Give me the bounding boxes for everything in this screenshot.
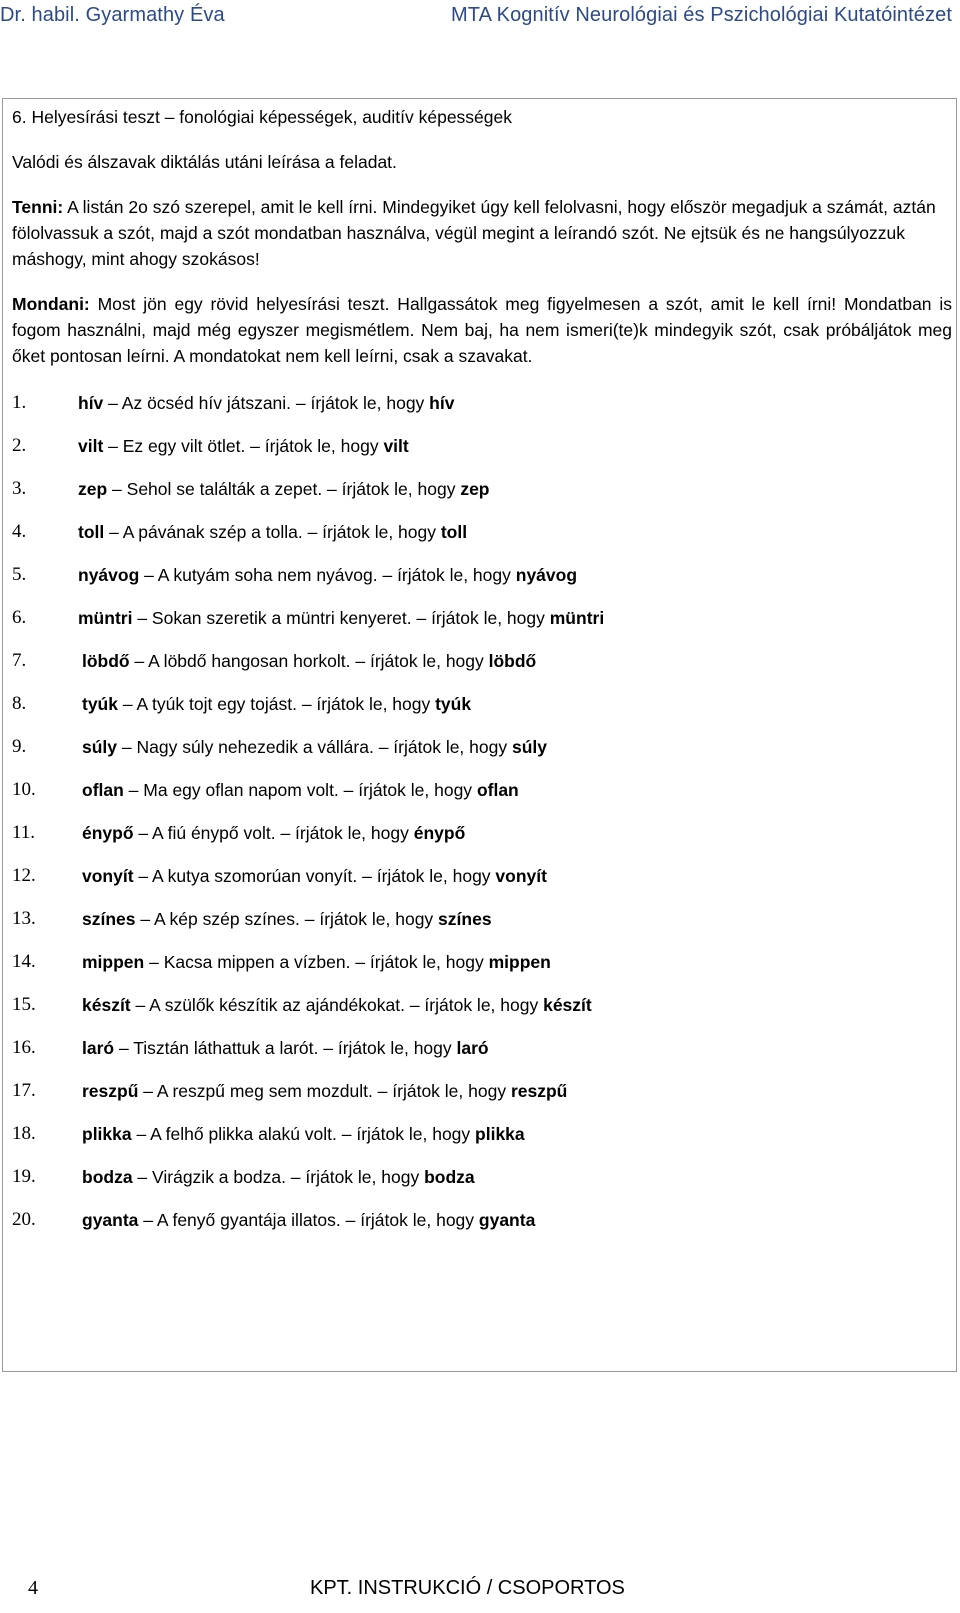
section-intro: Valódi és álszavak diktálás utáni leírása a feladat. xyxy=(12,152,397,172)
item-number: 6. xyxy=(12,607,27,628)
item-sentence: – Kacsa mippen a vízben. – írjátok le, hogy xyxy=(144,952,489,972)
item-number: 2. xyxy=(12,435,27,456)
item-repeat-word: zep xyxy=(460,479,490,499)
item-number: 7. xyxy=(12,650,27,671)
word-list xyxy=(12,390,952,1250)
item-entry xyxy=(78,605,604,631)
item-entry xyxy=(82,1078,567,1104)
list-item xyxy=(12,519,952,562)
item-entry xyxy=(78,562,577,588)
tenni-text: A listán 2o szó szerepel, amit le kell írni. Mindegyiket úgy kell felolvasni, hogy először megadjuk a számát, aztán fölolvassuk a szót, majd a szót mondatban használva, végül megint a leírandó szót. Ne ejtsük és ne hangsúlyozzuk máshogy, mint ahogy szokásos! xyxy=(12,197,936,269)
item-word: gyanta xyxy=(82,1210,139,1230)
item-repeat-word: vilt xyxy=(383,436,409,456)
item-repeat-word: vonyít xyxy=(495,866,547,886)
list-item xyxy=(12,1121,952,1164)
mondani-label: Mondani: xyxy=(12,294,90,314)
item-number: 11. xyxy=(12,822,36,843)
item-sentence: – A felhő plikka alakú volt. – írjátok le, hogy xyxy=(131,1124,476,1144)
item-entry xyxy=(78,433,409,459)
item-sentence: – A kutya szomorúan vonyít. – írjátok le, hogy xyxy=(133,866,496,886)
item-repeat-word: készít xyxy=(543,995,592,1015)
item-sentence: – Ma egy oflan napom volt. – írjátok le, hogy xyxy=(123,780,477,800)
list-item xyxy=(12,1078,952,1121)
item-repeat-word: mippen xyxy=(488,952,551,972)
list-item xyxy=(12,1207,952,1250)
item-sentence: – A löbdő hangosan horkolt. – írjátok le, hogy xyxy=(129,651,489,671)
mondani-text: Most jön egy rövid helyesírási teszt. Hallgassátok meg figyelmesen a szót, amit le kell írni! Mondatban is fogom használni, majd még egyszer megismétlem. Nem baj, ha nem ismeri(te)k mindegyik szót, csak próbáljátok meg őket pontosan leírni. A mondatokat nem kell leírni, csak a szavakat. xyxy=(12,294,952,366)
item-sentence: – Sehol se találták a zepet. – írjátok le, hogy xyxy=(107,479,461,499)
item-entry xyxy=(82,992,592,1018)
item-word: súly xyxy=(82,737,118,757)
item-number: 18. xyxy=(12,1123,36,1144)
item-entry xyxy=(82,1207,535,1233)
list-item xyxy=(12,390,952,433)
item-repeat-word: színes xyxy=(438,909,492,929)
item-entry xyxy=(82,777,519,803)
item-repeat-word: müntri xyxy=(549,608,605,628)
item-word: bodza xyxy=(82,1167,133,1187)
item-sentence: – A szülők készítik az ajándékokat. – írjátok le, hogy xyxy=(130,995,544,1015)
item-repeat-word: súly xyxy=(511,737,548,757)
item-entry xyxy=(82,863,547,889)
item-word: tyúk xyxy=(82,694,118,714)
item-sentence: – A kép szép színes. – írjátok le, hogy xyxy=(135,909,439,929)
page-number: 4 xyxy=(28,1577,38,1599)
item-number: 3. xyxy=(12,478,27,499)
item-entry xyxy=(82,691,471,717)
item-word: mippen xyxy=(82,952,145,972)
mondani-paragraph xyxy=(12,291,952,369)
item-word: énypő xyxy=(82,823,134,843)
item-repeat-word: reszpű xyxy=(510,1081,568,1101)
item-repeat-word: oflan xyxy=(476,780,519,800)
item-repeat-word: tyúk xyxy=(435,694,472,714)
item-repeat-word: énypő xyxy=(413,823,466,843)
item-number: 15. xyxy=(12,994,36,1015)
item-sentence: – Sokan szeretik a müntri kenyeret. – írjátok le, hogy xyxy=(132,608,550,628)
item-repeat-word: toll xyxy=(440,522,468,542)
item-word: vilt xyxy=(78,436,104,456)
tenni-paragraph xyxy=(12,194,952,272)
item-word: készít xyxy=(82,995,131,1015)
item-number: 10. xyxy=(12,779,36,800)
item-number: 19. xyxy=(12,1166,36,1187)
item-number: 4. xyxy=(12,521,27,542)
list-item xyxy=(12,1035,952,1078)
item-word: nyávog xyxy=(78,565,140,585)
item-repeat-word: laró xyxy=(456,1038,489,1058)
item-sentence: – A fiú énypő volt. – írjátok le, hogy xyxy=(133,823,414,843)
item-word: laró xyxy=(82,1038,115,1058)
list-item xyxy=(12,734,952,777)
item-entry xyxy=(78,390,454,416)
item-sentence: – A pávának szép a tolla. – írjátok le, hogy xyxy=(104,522,441,542)
item-sentence: – A tyúk tojt egy tojást. – írjátok le, hogy xyxy=(117,694,436,714)
header-institute: MTA Kognitív Neurológiai és Pszichológiai Kutatóintézet xyxy=(451,4,952,26)
item-number: 20. xyxy=(12,1209,36,1230)
list-item xyxy=(12,562,952,605)
item-word: zep xyxy=(78,479,108,499)
item-number: 17. xyxy=(12,1080,36,1101)
item-sentence: – A kutyám soha nem nyávog. – írjátok le, hogy xyxy=(139,565,516,585)
document-label: KPT. INSTRUKCIÓ / CSOPORTOS xyxy=(310,1577,625,1599)
item-repeat-word: gyanta xyxy=(478,1210,536,1230)
item-word: löbdő xyxy=(82,651,130,671)
item-number: 16. xyxy=(12,1037,36,1058)
item-entry xyxy=(82,1035,489,1061)
item-repeat-word: löbdő xyxy=(488,651,537,671)
item-entry xyxy=(82,906,492,932)
list-item xyxy=(12,820,952,863)
list-item xyxy=(12,691,952,734)
item-sentence: – A reszpű meg sem mozdult. – írjátok le, hogy xyxy=(138,1081,511,1101)
item-word: színes xyxy=(82,909,136,929)
item-word: oflan xyxy=(82,780,124,800)
item-entry xyxy=(78,519,467,545)
list-item xyxy=(12,605,952,648)
item-number: 1. xyxy=(12,392,27,413)
item-word: reszpű xyxy=(82,1081,139,1101)
item-sentence: – Tisztán láthattuk a larót. – írjátok le, hogy xyxy=(114,1038,457,1058)
item-repeat-word: hív xyxy=(429,393,455,413)
item-repeat-word: plikka xyxy=(475,1124,525,1144)
item-number: 12. xyxy=(12,865,36,886)
list-item xyxy=(12,1164,952,1207)
item-number: 14. xyxy=(12,951,36,972)
list-item xyxy=(12,949,952,992)
item-entry xyxy=(82,949,551,975)
item-sentence: – A fenyő gyantája illatos. – írjátok le, hogy xyxy=(138,1210,479,1230)
item-entry xyxy=(78,476,490,502)
item-word: müntri xyxy=(78,608,133,628)
list-item xyxy=(12,906,952,949)
item-sentence: – Virágzik a bodza. – írjátok le, hogy xyxy=(132,1167,425,1187)
list-item xyxy=(12,863,952,906)
header-author: Dr. habil. Gyarmathy Éva xyxy=(0,4,225,26)
list-item xyxy=(12,992,952,1035)
item-word: hív xyxy=(78,393,104,413)
list-item xyxy=(12,777,952,820)
item-number: 13. xyxy=(12,908,36,929)
item-number: 5. xyxy=(12,564,27,585)
item-repeat-word: nyávog xyxy=(515,565,578,585)
item-number: 8. xyxy=(12,693,27,714)
item-word: plikka xyxy=(82,1124,132,1144)
item-sentence: – Az öcséd hív játszani. – írjátok le, hogy xyxy=(103,393,430,413)
item-sentence: – Ez egy vilt ötlet. – írjátok le, hogy xyxy=(103,436,384,456)
item-entry xyxy=(82,734,547,760)
item-sentence: – Nagy súly nehezedik a vállára. – írjátok le, hogy xyxy=(117,737,512,757)
item-entry xyxy=(82,1121,525,1147)
item-number: 9. xyxy=(12,736,27,757)
tenni-label: Tenni: xyxy=(12,197,64,217)
item-entry xyxy=(82,648,536,674)
item-repeat-word: bodza xyxy=(424,1167,475,1187)
item-word: toll xyxy=(78,522,105,542)
list-item xyxy=(12,433,952,476)
section-title: 6. Helyesírási teszt – fonológiai képességek, auditív képességek xyxy=(12,107,513,127)
item-entry xyxy=(82,820,465,846)
list-item xyxy=(12,648,952,691)
item-word: vonyít xyxy=(82,866,134,886)
list-item xyxy=(12,476,952,519)
item-entry xyxy=(82,1164,475,1190)
section-content xyxy=(12,104,952,1250)
